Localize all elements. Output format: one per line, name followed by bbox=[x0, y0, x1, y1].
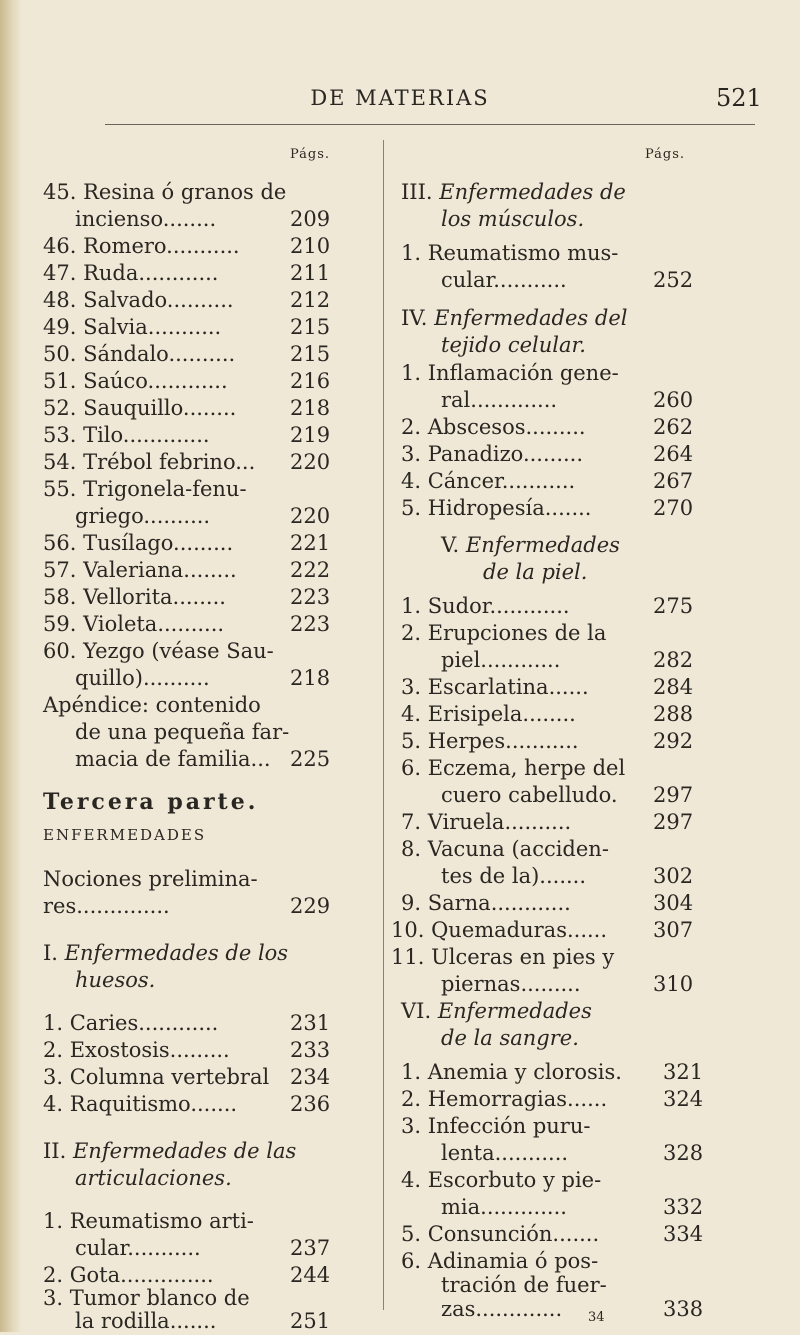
index-entry bbox=[401, 441, 694, 468]
index-entry bbox=[401, 593, 694, 620]
entry-page: 229 bbox=[290, 894, 331, 918]
entry-page: 234 bbox=[290, 1065, 331, 1089]
index-entry bbox=[401, 468, 694, 495]
index-entry bbox=[441, 647, 694, 674]
entry-text: 1. Sudor............ bbox=[401, 594, 570, 618]
chapter-heading bbox=[401, 998, 592, 1025]
index-entry bbox=[441, 863, 694, 890]
index-entry bbox=[43, 260, 331, 287]
index-entry bbox=[441, 971, 694, 998]
entry-page: 304 bbox=[653, 891, 694, 915]
entry-page: 264 bbox=[653, 442, 694, 466]
chapter-heading bbox=[43, 940, 288, 967]
index-entry bbox=[75, 1308, 331, 1335]
index-entry bbox=[75, 206, 331, 233]
entry-text: incienso........ bbox=[75, 207, 217, 231]
index-entry bbox=[401, 620, 606, 647]
entry-text: 6. Eczema, herpe del bbox=[401, 756, 626, 780]
entry-page: 282 bbox=[653, 648, 694, 672]
index-entry bbox=[391, 917, 694, 944]
entry-text: 4. Cáncer........... bbox=[401, 469, 576, 493]
chapter-title: Enfermedades bbox=[437, 999, 592, 1023]
chapter-heading bbox=[441, 532, 620, 559]
index-entry bbox=[43, 179, 286, 206]
signature-mark: 34 bbox=[588, 1310, 605, 1325]
section-heading: Tercera parte. bbox=[43, 789, 259, 815]
entry-page: 334 bbox=[663, 1222, 704, 1246]
entry-page: 275 bbox=[653, 594, 694, 618]
index-entry bbox=[441, 782, 694, 809]
entry-page: 244 bbox=[290, 1263, 331, 1287]
index-entry bbox=[401, 1221, 704, 1248]
entry-text: 7. Viruela.......... bbox=[401, 810, 572, 834]
index-entry bbox=[401, 809, 694, 836]
index-entry bbox=[441, 1272, 607, 1299]
entry-page: 212 bbox=[290, 288, 331, 312]
entry-text: 9. Sarna............ bbox=[401, 891, 571, 915]
entry-text: 5. Herpes........... bbox=[401, 729, 579, 753]
chapter-title: Enfermedades de bbox=[439, 180, 626, 204]
entry-text: 4. Escorbuto y pie- bbox=[401, 1168, 602, 1192]
index-entry bbox=[43, 557, 331, 584]
entry-text: quillo).......... bbox=[75, 666, 210, 690]
index-entry bbox=[43, 476, 247, 503]
index-entry bbox=[43, 341, 331, 368]
entry-text: 46. Romero........... bbox=[43, 234, 240, 258]
entry-page: 221 bbox=[290, 531, 331, 555]
chapter-number: I. bbox=[43, 941, 58, 965]
entry-text: piernas......... bbox=[441, 972, 581, 996]
chapter-heading: tejido celular. bbox=[441, 333, 586, 357]
index-entry bbox=[401, 1113, 590, 1140]
index-entry bbox=[401, 728, 694, 755]
entry-page: 216 bbox=[290, 369, 331, 393]
entry-page: 219 bbox=[290, 423, 331, 447]
index-entry bbox=[401, 1059, 704, 1086]
entry-text: 2. Gota.............. bbox=[43, 1263, 214, 1287]
entry-text: macia de familia... bbox=[75, 747, 271, 771]
pags-label-left: Págs. bbox=[290, 147, 331, 162]
entry-text: 3. Infección puru- bbox=[401, 1114, 591, 1138]
entry-text: 47. Ruda............ bbox=[43, 261, 219, 285]
index-entry bbox=[75, 665, 331, 692]
entry-text: Nociones prelimina- bbox=[43, 867, 258, 891]
chapter-heading bbox=[401, 179, 626, 206]
index-entry bbox=[43, 893, 331, 920]
index-entry bbox=[75, 719, 289, 746]
index-entry bbox=[401, 755, 625, 782]
entry-text: 49. Salvia........... bbox=[43, 315, 222, 339]
section-subheading: ENFERMEDADES bbox=[43, 826, 207, 844]
entry-page: 215 bbox=[290, 315, 331, 339]
index-entry bbox=[43, 449, 331, 476]
entry-text: 3. Columna vertebral bbox=[43, 1065, 270, 1089]
entry-text: 55. Trigonela-fenu- bbox=[43, 477, 247, 501]
entry-page: 211 bbox=[290, 261, 331, 285]
chapter-heading: articulaciones. bbox=[75, 1166, 232, 1190]
page-gutter-shadow bbox=[0, 0, 22, 1332]
index-entry bbox=[43, 395, 331, 422]
entry-page: 231 bbox=[290, 1011, 331, 1035]
entry-page: 237 bbox=[290, 1236, 331, 1260]
entry-page: 338 bbox=[663, 1297, 704, 1321]
entry-text: 60. Yezgo (véase Sau- bbox=[43, 639, 274, 663]
index-entry bbox=[401, 674, 694, 701]
entry-text: 1. Inflamación gene- bbox=[401, 361, 619, 385]
entry-page: 223 bbox=[290, 585, 331, 609]
entry-page: 332 bbox=[663, 1195, 704, 1219]
entry-text: 3. Escarlatina...... bbox=[401, 675, 589, 699]
entry-page: 321 bbox=[663, 1060, 704, 1084]
entry-text: 52. Sauquillo........ bbox=[43, 396, 237, 420]
chapter-number: III. bbox=[401, 180, 433, 204]
entry-page: 222 bbox=[290, 558, 331, 582]
entry-page: 252 bbox=[653, 268, 694, 292]
entry-page: 215 bbox=[290, 342, 331, 366]
index-entry bbox=[75, 1235, 331, 1262]
entry-text: 57. Valeriana........ bbox=[43, 558, 237, 582]
entry-text: res.............. bbox=[43, 894, 170, 918]
entry-text: ral............. bbox=[441, 388, 558, 412]
entry-page: 310 bbox=[653, 972, 694, 996]
entry-text: 53. Tilo............. bbox=[43, 423, 210, 447]
entry-text: 1. Reumatismo arti- bbox=[43, 1209, 254, 1233]
chapter-title: Enfermedades del bbox=[434, 306, 628, 330]
chapter-title: Enfermedades de las bbox=[72, 1139, 297, 1163]
chapter-number: VI. bbox=[401, 999, 432, 1023]
entry-page: 297 bbox=[653, 810, 694, 834]
index-entry bbox=[43, 368, 331, 395]
entry-page: 262 bbox=[653, 415, 694, 439]
entry-text: piel............ bbox=[441, 648, 561, 672]
entry-text: 48. Salvado.......... bbox=[43, 288, 234, 312]
entry-text: la rodilla....... bbox=[75, 1309, 217, 1333]
chapter-heading: de la sangre. bbox=[441, 1026, 579, 1050]
index-entry bbox=[43, 866, 258, 893]
entry-text: Apéndice: contenido bbox=[43, 693, 261, 717]
index-entry bbox=[401, 701, 694, 728]
index-entry bbox=[75, 746, 331, 773]
index-entry bbox=[401, 1248, 598, 1275]
entry-text: tes de la)....... bbox=[441, 864, 587, 888]
chapter-heading bbox=[401, 305, 627, 332]
index-entry bbox=[43, 314, 331, 341]
chapter-title: Enfermedades bbox=[465, 533, 620, 557]
entry-text: 2. Exostosis......... bbox=[43, 1038, 230, 1062]
running-header: DE MATERIAS bbox=[310, 86, 490, 110]
entry-page: 292 bbox=[653, 729, 694, 753]
entry-text: 56. Tusílago......... bbox=[43, 531, 234, 555]
entry-text: 2. Hemorragias...... bbox=[401, 1087, 608, 1111]
index-entry bbox=[43, 1037, 331, 1064]
index-entry bbox=[43, 233, 331, 260]
chapter-heading: de la piel. bbox=[483, 560, 588, 584]
entry-text: 4. Raquitismo....... bbox=[43, 1092, 238, 1116]
entry-page: 260 bbox=[653, 388, 694, 412]
entry-page: 218 bbox=[290, 666, 331, 690]
entry-page: 267 bbox=[653, 469, 694, 493]
index-entry bbox=[43, 692, 261, 719]
index-entry bbox=[401, 495, 694, 522]
index-entry bbox=[43, 287, 331, 314]
entry-page: 209 bbox=[290, 207, 331, 231]
chapter-heading: los músculos. bbox=[441, 207, 585, 231]
entry-text: 10. Quemaduras...... bbox=[391, 918, 608, 942]
index-entry bbox=[43, 1064, 331, 1091]
entry-text: 58. Vellorita........ bbox=[43, 585, 226, 609]
chapter-title: Enfermedades de los bbox=[64, 941, 289, 965]
entry-page: 220 bbox=[290, 450, 331, 474]
entry-text: 2. Erupciones de la bbox=[401, 621, 607, 645]
index-entry bbox=[391, 944, 614, 971]
index-entry bbox=[401, 1167, 601, 1194]
entry-text: de una pequeña far- bbox=[75, 720, 290, 744]
entry-page: 302 bbox=[653, 864, 694, 888]
index-entry bbox=[401, 1086, 704, 1113]
index-entry bbox=[43, 1010, 331, 1037]
page-number: 521 bbox=[716, 84, 762, 112]
chapter-heading bbox=[43, 1138, 296, 1165]
pags-label-right: Págs. bbox=[645, 147, 686, 162]
entry-page: 284 bbox=[653, 675, 694, 699]
index-entry bbox=[441, 1140, 704, 1167]
entry-page: 297 bbox=[653, 783, 694, 807]
index-entry bbox=[401, 414, 694, 441]
entry-page: 233 bbox=[290, 1038, 331, 1062]
header-rule bbox=[105, 124, 755, 125]
index-entry bbox=[441, 267, 694, 294]
entry-page: 307 bbox=[653, 918, 694, 942]
entry-page: 251 bbox=[290, 1309, 331, 1333]
entry-page: 225 bbox=[290, 747, 331, 771]
entry-text: 3. Tumor blanco de bbox=[43, 1286, 250, 1310]
entry-page: 223 bbox=[290, 612, 331, 636]
entry-text: 2. Abscesos......... bbox=[401, 415, 586, 439]
entry-page: 328 bbox=[663, 1141, 704, 1165]
entry-text: mia............. bbox=[441, 1195, 567, 1219]
entry-text: 3. Panadizo......... bbox=[401, 442, 584, 466]
chapter-heading: huesos. bbox=[75, 968, 156, 992]
index-entry bbox=[43, 638, 274, 665]
entry-page: 218 bbox=[290, 396, 331, 420]
chapter-number: V. bbox=[441, 533, 460, 557]
chapter-number: IV. bbox=[401, 306, 428, 330]
entry-text: 5. Consunción....... bbox=[401, 1222, 600, 1246]
entry-page: 288 bbox=[653, 702, 694, 726]
column-divider bbox=[383, 140, 384, 1310]
entry-page: 324 bbox=[663, 1087, 704, 1111]
index-entry bbox=[401, 240, 618, 267]
index-entry bbox=[43, 422, 331, 449]
entry-text: 50. Sándalo.......... bbox=[43, 342, 236, 366]
entry-text: 11. Ulceras en pies y bbox=[391, 945, 615, 969]
entry-page: 236 bbox=[290, 1092, 331, 1116]
index-entry bbox=[43, 1091, 331, 1118]
entry-text: 5. Hidropesía....... bbox=[401, 496, 592, 520]
index-entry bbox=[441, 387, 694, 414]
entry-text: 8. Vacuna (acciden- bbox=[401, 837, 609, 861]
entry-text: 1. Caries............ bbox=[43, 1011, 219, 1035]
entry-text: 45. Resina ó granos de bbox=[43, 180, 287, 204]
entry-text: 4. Erisipela........ bbox=[401, 702, 576, 726]
entry-text: tración de fuer- bbox=[441, 1273, 607, 1297]
entry-text: cular........... bbox=[441, 268, 567, 292]
entry-text: cular........... bbox=[75, 1236, 201, 1260]
index-entry bbox=[75, 503, 331, 530]
entry-text: 6. Adinamia ó pos- bbox=[401, 1249, 599, 1273]
index-entry bbox=[43, 1208, 254, 1235]
entry-text: cuero cabelludo. bbox=[441, 783, 618, 807]
entry-text: 1. Anemia y clorosis. bbox=[401, 1060, 622, 1084]
entry-text: lenta........... bbox=[441, 1141, 569, 1165]
entry-text: 54. Trébol febrino... bbox=[43, 450, 256, 474]
entry-text: griego.......... bbox=[75, 504, 211, 528]
entry-text: 51. Saúco............ bbox=[43, 369, 228, 393]
chapter-number: II. bbox=[43, 1139, 67, 1163]
entry-page: 210 bbox=[290, 234, 331, 258]
entry-page: 220 bbox=[290, 504, 331, 528]
entry-text: 1. Reumatismo mus- bbox=[401, 241, 619, 265]
index-entry bbox=[401, 836, 609, 863]
index-entry bbox=[401, 360, 619, 387]
index-entry bbox=[441, 1194, 704, 1221]
entry-page: 270 bbox=[653, 496, 694, 520]
index-entry bbox=[43, 611, 331, 638]
entry-text: 59. Violeta.......... bbox=[43, 612, 225, 636]
entry-text: zas............. bbox=[441, 1297, 563, 1321]
index-entry bbox=[43, 584, 331, 611]
index-entry bbox=[43, 530, 331, 557]
index-entry bbox=[401, 890, 694, 917]
